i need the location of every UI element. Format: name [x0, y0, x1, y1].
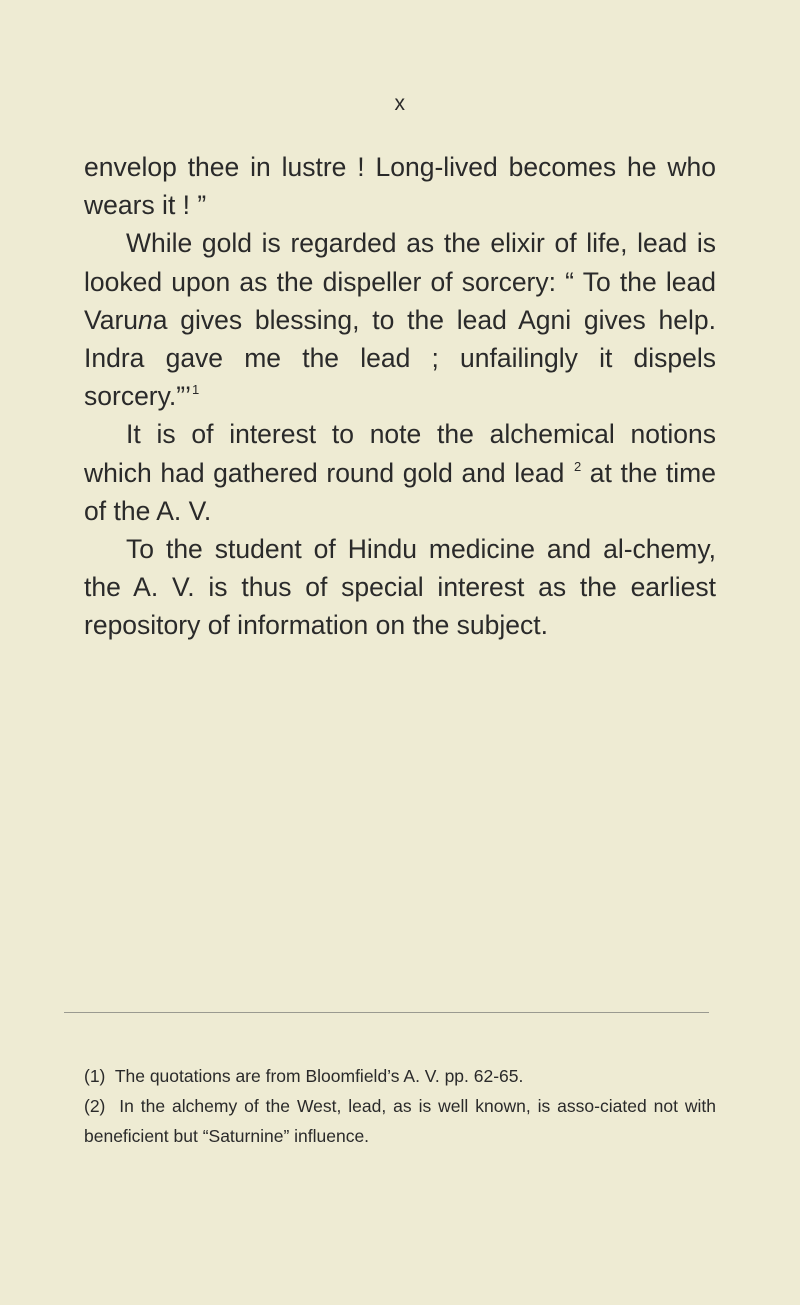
paragraph-3-text-start: It is of interest to note the alchemical notions which had gathered round gold and lead — [84, 419, 716, 488]
footnotes — [84, 1061, 716, 1151]
footnote-1 — [84, 1061, 716, 1091]
paragraph-2-text-end: a gives blessing, to the lead Agni gives help. Indra gave me the lead ; unfailingly it dispels sorcery.”’ — [84, 304, 716, 412]
footnote-ref-1: 1 — [191, 382, 200, 398]
footnote-2-text: In the alchemy of the West, lead, as is well known, is asso-ciated not with beneficient but “Saturnine” influence. — [84, 1096, 716, 1146]
footnote-1-text: The quotations are from Bloomfield’s A. V. pp. 62-65. — [114, 1066, 524, 1086]
paragraph-2-text-start: While gold is regarded as the elixir of life, lead is looked upon as the dispeller of sorcery: “ To the lead Varu — [84, 228, 716, 335]
paragraph-1-text: envelop thee in lustre ! Long-lived becomes he who wears it ! ” — [84, 152, 716, 221]
footnote-divider — [64, 1012, 709, 1013]
page-number: x — [394, 92, 406, 115]
paragraph-3 — [84, 415, 716, 530]
footnote-ref-2: 2 — [573, 458, 582, 474]
paragraph-4 — [84, 530, 716, 645]
paragraph-4-text: To the student of Hindu medicine and al-chemy, the A. V. is thus of special interest as the earliest repository of information on the subject. — [84, 534, 716, 641]
body-text — [84, 148, 716, 645]
footnote-2-marker: (2) — [84, 1096, 106, 1116]
footnote-2 — [84, 1091, 716, 1151]
paragraph-3-text-end: at the time of the A. V. — [84, 457, 716, 526]
paragraph-2-italic-letter: n — [138, 304, 153, 335]
footnote-1-marker: (1) — [84, 1066, 106, 1086]
paragraph-2 — [84, 224, 716, 415]
paragraph-1 — [84, 148, 716, 224]
